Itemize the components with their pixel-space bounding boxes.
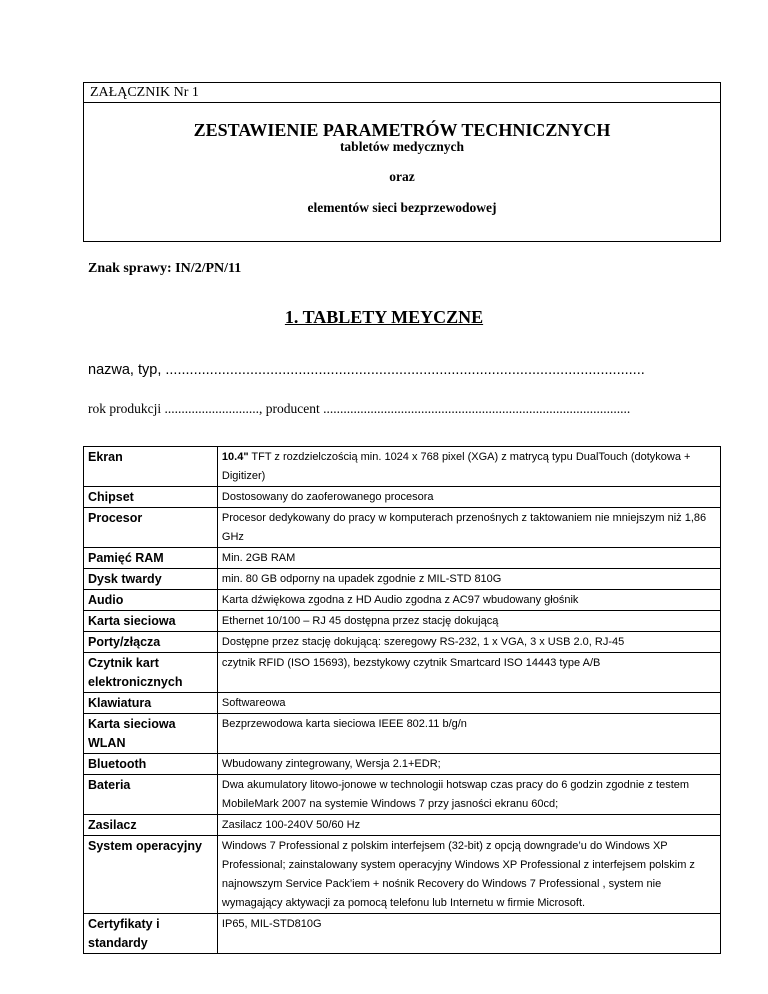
document-title: ZESTAWIENIE PARAMETRÓW TECHNICZNYCH: [193, 120, 611, 140]
spec-value: Wbudowany zintegrowany, Wersja 2.1+EDR;: [221, 758, 441, 770]
spec-value: min. 80 GB odporny na upadek zgodnie z MIL-STD 810G: [221, 573, 502, 585]
spec-value: Zasilacz 100-240V 50/60 Hz: [221, 819, 361, 831]
spec-label: Dysk twardy: [84, 569, 218, 590]
spec-row: [84, 487, 721, 508]
name-type-field: nazwa, typ, .......................................................................................................................: [88, 362, 645, 378]
spec-row: [84, 754, 721, 775]
spec-value: Min. 2GB RAM: [221, 552, 296, 564]
spec-label: Porty/złącza: [84, 632, 218, 653]
spec-row: [84, 914, 721, 954]
spec-value: Dostosowany do zaoferowanego procesora: [221, 491, 434, 503]
spec-row: [84, 447, 721, 487]
specification-table-body: [84, 447, 721, 954]
spec-row: [84, 569, 721, 590]
spec-label: Audio: [84, 590, 218, 611]
spec-label: Pamięć RAM: [84, 548, 218, 569]
spec-value-cell: [217, 914, 720, 954]
attachment-box: [83, 82, 721, 242]
spec-value-cell: [217, 569, 720, 590]
spec-value: Procesor dedykowany do pracy w komputerach przenośnych z taktowaniem nie mniejszym niż 1,86 GHz: [221, 512, 707, 543]
spec-value-cell: [217, 714, 720, 754]
section-heading: 1. TABLETY MEYCZNE: [284, 307, 484, 327]
spec-value: czytnik RFID (ISO 15693), bezstykowy czytnik Smartcard ISO 14443 type A/B: [221, 657, 601, 669]
spec-value-cell: [217, 548, 720, 569]
spec-value-cell: [217, 653, 720, 693]
subtitle-line-3: elementów sieci bezprzewodowej: [307, 200, 497, 215]
spec-label: Bluetooth: [84, 754, 218, 775]
spec-value-cell: [217, 836, 720, 914]
spec-row: [84, 714, 721, 754]
spec-value: Bezprzewodowa karta sieciowa IEEE 802.11 b/g/n: [221, 718, 467, 730]
spec-row: [84, 590, 721, 611]
spec-value-cell: [217, 508, 720, 548]
spec-label: Ekran: [84, 447, 218, 487]
spec-label: Klawiatura: [84, 693, 218, 714]
specification-table: [83, 446, 721, 954]
spec-label: Karta sieciowa WLAN: [84, 714, 218, 754]
spec-value-cell: [217, 775, 720, 815]
spec-value: Dwa akumulatory litowo-jonowe w technologii hotswap czas pracy do 6 godzin zgodnie z testem MobileMark 2007 na systemie Windows 7 przy jasności ekranu 60cd;: [221, 779, 690, 810]
spec-row: [84, 693, 721, 714]
spec-label: Certyfikaty i standardy: [84, 914, 218, 954]
attachment-label: ZAŁĄCZNIK Nr 1: [84, 83, 720, 103]
spec-value-bold-prefix: 10.4": [221, 451, 249, 463]
spec-row: [84, 815, 721, 836]
spec-value: Dostępne przez stację dokującą: szeregowy RS-232, 1 x VGA, 3 x USB 2.0, RJ-45: [221, 636, 625, 648]
spec-row: [84, 775, 721, 815]
spec-row: [84, 548, 721, 569]
spec-row: [84, 611, 721, 632]
spec-label: Karta sieciowa: [84, 611, 218, 632]
spec-value-cell: [217, 815, 720, 836]
spec-row: [84, 632, 721, 653]
spec-label: System operacyjny: [84, 836, 218, 914]
spec-value: Windows 7 Professional z polskim interfejsem (32-bit) z opcją downgrade’u do Windows XP Professional; zainstalowany system operacyjny Windows XP Professional z interfejsem polskim z najnowszym Service Pack’iem + nośnik Recovery do Windows 7 Professional , system nie wymagający aktywacji za pomocą telefonu lub Internetu w firmie Microsoft.: [221, 840, 695, 909]
spec-value: TFT z rozdzielczością min. 1024 x 768 pixel (XGA) z matrycą typu DualTouch (dotykowa + Digitizer): [221, 451, 691, 482]
spec-value-cell: [217, 590, 720, 611]
spec-value-cell: [217, 487, 720, 508]
spec-row: [84, 836, 721, 914]
spec-label: Zasilacz: [84, 815, 218, 836]
production-year-producer-field: rok produkcji ............................, producent ...........................................................................................: [88, 401, 631, 416]
spec-value-cell: [217, 632, 720, 653]
spec-value: IP65, MIL-STD810G: [221, 918, 322, 930]
spec-value-cell: [217, 611, 720, 632]
spec-label: Chipset: [84, 487, 218, 508]
spec-row: [84, 653, 721, 693]
spec-value-cell: [217, 447, 720, 487]
spec-value: Karta dźwiękowa zgodna z HD Audio zgodna z AC97 wbudowany głośnik: [221, 594, 579, 606]
spec-value-cell: [217, 693, 720, 714]
spec-value-cell: [217, 754, 720, 775]
spec-label: Procesor: [84, 508, 218, 548]
spec-value: Softwareowa: [221, 697, 286, 709]
subtitle-line-1: tabletów medycznych: [339, 139, 465, 154]
spec-label: Czytnik kart elektronicznych: [84, 653, 218, 693]
case-number: Znak sprawy: IN/2/PN/11: [88, 261, 242, 276]
subtitle-line-2: oraz: [389, 169, 415, 184]
spec-label: Bateria: [84, 775, 218, 815]
spec-row: [84, 508, 721, 548]
spec-value: Ethernet 10/100 – RJ 45 dostępna przez stację dokującą: [221, 615, 499, 627]
